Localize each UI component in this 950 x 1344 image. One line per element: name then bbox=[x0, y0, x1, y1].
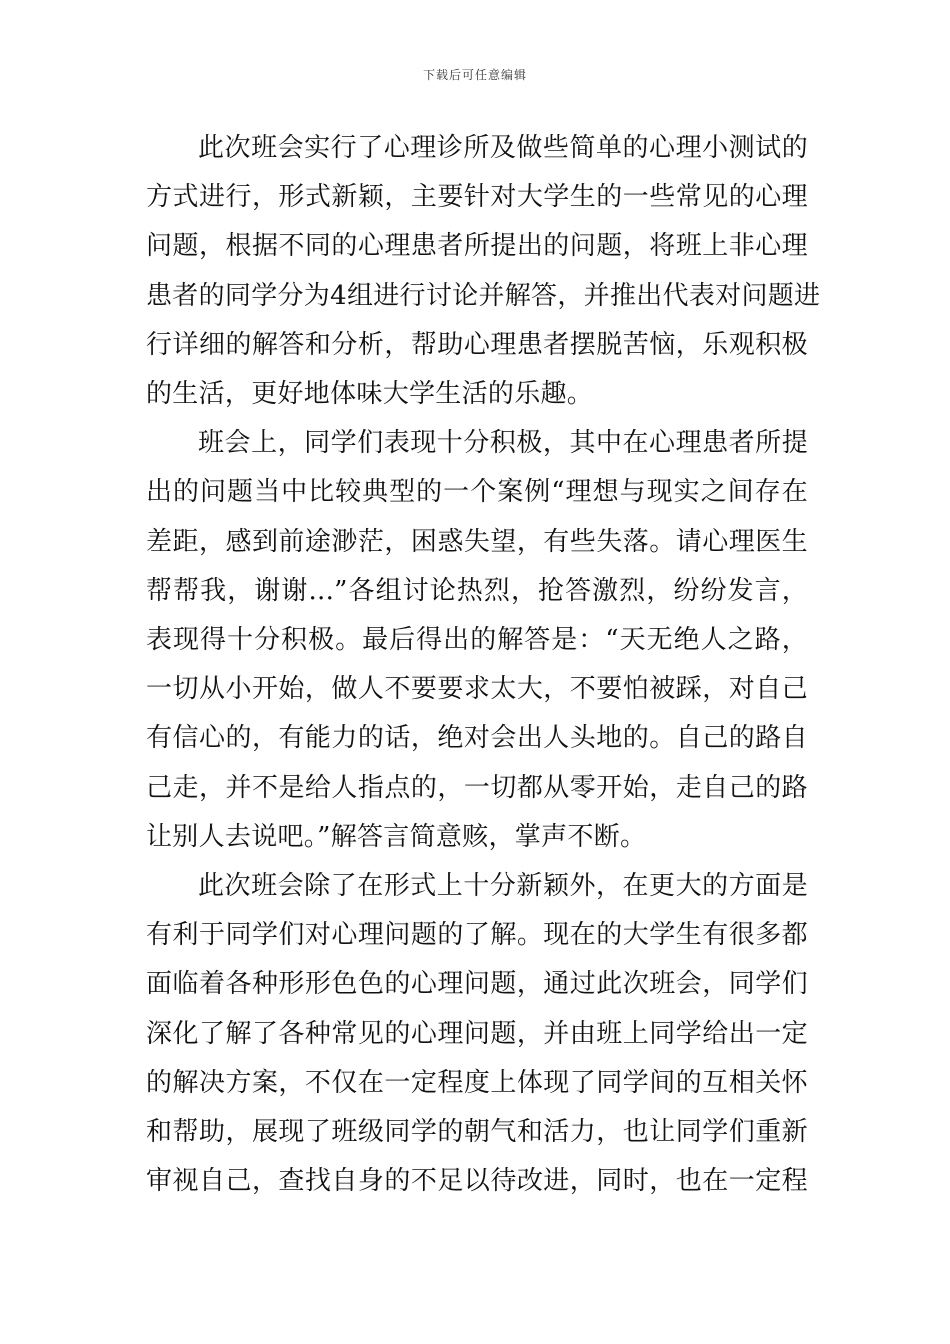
paragraph-line: 的解决方案，不仅在一定程度上体现了同学间的互相关怀 bbox=[146, 1067, 808, 1098]
paragraph-3 bbox=[146, 862, 808, 1206]
paragraph-line: 表现得十分积极。最后得出的解答是：“天无绝人之路， bbox=[146, 625, 808, 656]
paragraph-line: 己走，并不是给人指点的，一切都从零开始，走自己的路 bbox=[146, 772, 808, 803]
paragraph-line: 方式进行，形式新颖，主要针对大学生的一些常见的心理 bbox=[146, 182, 808, 213]
paragraph-line: 行详细的解答和分析，帮助心理患者摆脱苦恼，乐观积极 bbox=[146, 329, 808, 360]
paragraph-line: 班会上，同学们表现十分积极，其中在心理患者所提 bbox=[198, 428, 808, 459]
page-header: 下载后可任意编辑 bbox=[422, 68, 527, 82]
paragraph-1 bbox=[146, 124, 821, 419]
paragraph-line: 让别人去说吧。”解答言简意赅，掌声不断。 bbox=[146, 821, 647, 852]
paragraph-line: 此次班会除了在形式上十分新颖外，在更大的方面是 bbox=[198, 871, 808, 902]
paragraph-line: 有信心的，有能力的话，绝对会出人头地的。自己的路自 bbox=[146, 723, 808, 754]
paragraph-line: 深化了解了各种常见的心理问题，并由班上同学给出一定 bbox=[146, 1018, 808, 1049]
paragraph-line: 患者的同学分为4组进行讨论并解答，并推出代表对问题进 bbox=[146, 280, 821, 311]
paragraph-line: 此次班会实行了心理诊所及做些简单的心理小测试的 bbox=[198, 133, 808, 163]
paragraph-line: 帮帮我，谢谢...”各组讨论热烈，抢答激烈，纷纷发言， bbox=[146, 575, 808, 606]
paragraph-line: 一切从小开始，做人不要要求太大，不要怕被踩，对自己 bbox=[146, 674, 808, 705]
paragraph-line: 审视自己，查找自身的不足以待改进，同时，也在一定程 bbox=[146, 1166, 808, 1197]
paragraph-line: 和帮助，展现了班级同学的朝气和活力，也让同学们重新 bbox=[146, 1117, 808, 1148]
paragraph-line: 出的问题当中比较典型的一个案例“理想与现实之间存在 bbox=[146, 477, 808, 508]
paragraph-line: 的生活，更好地体味大学生活的乐趣。 bbox=[146, 379, 594, 410]
paragraph-line: 问题，根据不同的心理患者所提出的问题，将班上非心理 bbox=[146, 231, 808, 262]
paragraph-line: 有利于同学们对心理问题的了解。现在的大学生有很多都 bbox=[146, 920, 808, 951]
paragraph-line: 差距，感到前途渺茫，困惑失望，有些失落。请心理医生 bbox=[146, 526, 808, 557]
paragraph-2 bbox=[146, 419, 808, 862]
document-body bbox=[146, 124, 821, 1206]
paragraph-line: 面临着各种形形色色的心理问题，通过此次班会，同学们 bbox=[146, 969, 808, 1000]
